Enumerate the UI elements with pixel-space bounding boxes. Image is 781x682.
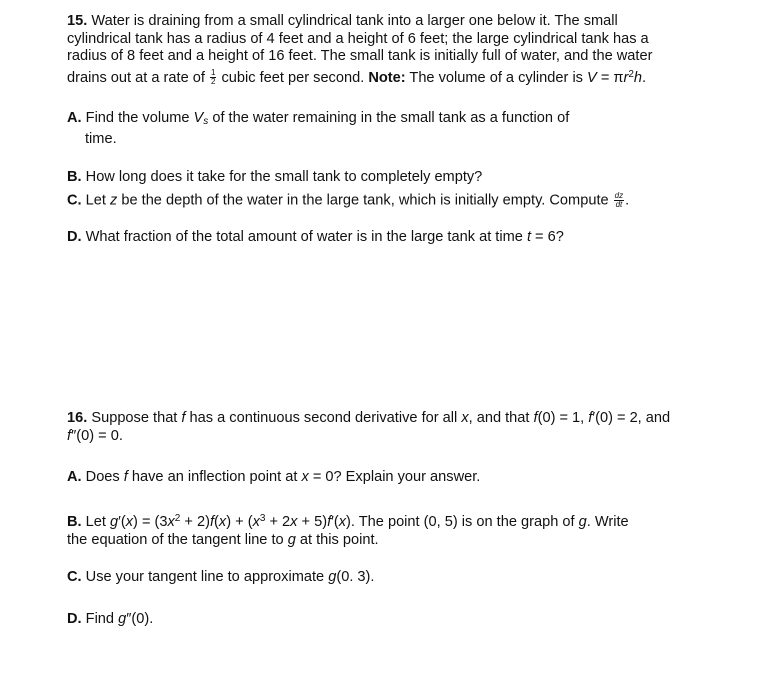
part-b-label: B.: [67, 514, 82, 530]
problem-15-line-3: radius of 8 feet and a height of 16 feet. The small tank is initially full of water, and the water: [67, 48, 653, 64]
problem-16-line-2: f″(0) = 0.: [67, 427, 123, 444]
problem-15-part-b: B. How long does it take for the small tank to completely empty?: [67, 169, 483, 185]
problem-16-intro: [67, 410, 670, 445]
problem-15-line-2: cylindrical tank has a radius of 4 feet and a height of 6 feet; the large cylindrical tank has a: [67, 30, 649, 47]
problem-16-line-1: 16. Suppose that f has a continuous second derivative for all x, and that f(0) = 1, f′(0) = 2, and: [67, 410, 671, 426]
problem-16-part-b: B. Let $g'(x) = (3x^2 + 2)f(x) + (x^3 + 2x + 5)f'(x)$. The point (0, 5) is on the graph of g. Write the equation of the tangent line to g at this point.: [67, 513, 629, 548]
part-d-label: D.: [67, 611, 82, 627]
part-b-label: B.: [67, 169, 82, 185]
problem-16-part-c: C. Use your tangent line to approximate g(0. 3).: [67, 569, 375, 585]
problem-16-part-d: D. Find g″(0).: [67, 611, 154, 627]
problem-15-line-4: drains out at a rate of $\frac{1}{2}$ cubic feet per second. Note: The volume of a cylinder is $V = \pi r^2h$.: [67, 68, 647, 87]
part-d-label: D.: [67, 229, 82, 245]
problem-15-intro: [67, 13, 652, 87]
problem-16-number: 16.: [67, 410, 88, 426]
problem-15-number: 15.: [67, 13, 88, 29]
problem-16-part-a: A. Does f have an inflection point at x = 0? Explain your answer.: [67, 469, 481, 485]
note-label: Note:: [368, 69, 406, 86]
problem-15-part-c: C. Let z be the depth of the water in the large tank, which is initially empty. Compute $\frac{dz}{dt}$ .: [67, 191, 630, 209]
part-c-label: C.: [67, 192, 82, 209]
dz-dt-fraction: $\frac{dz}{dt}$: [614, 191, 624, 209]
rate-fraction: $\frac{1}{2}$: [210, 68, 216, 87]
problem-15-line-1: 15. Water is draining from a small cylindrical tank into a larger one below it. The small: [67, 13, 618, 29]
problem-15-part-d: D. What fraction of the total amount of water is in the large tank at time t = 6?: [67, 229, 564, 245]
part-a-label: A.: [67, 110, 82, 126]
part-c-label: C.: [67, 569, 82, 585]
problem-15-part-a: A. Find the volume $V_s$ of the water remaining in the small tank as a function of time.: [67, 110, 570, 147]
part-a-label: A.: [67, 469, 82, 485]
